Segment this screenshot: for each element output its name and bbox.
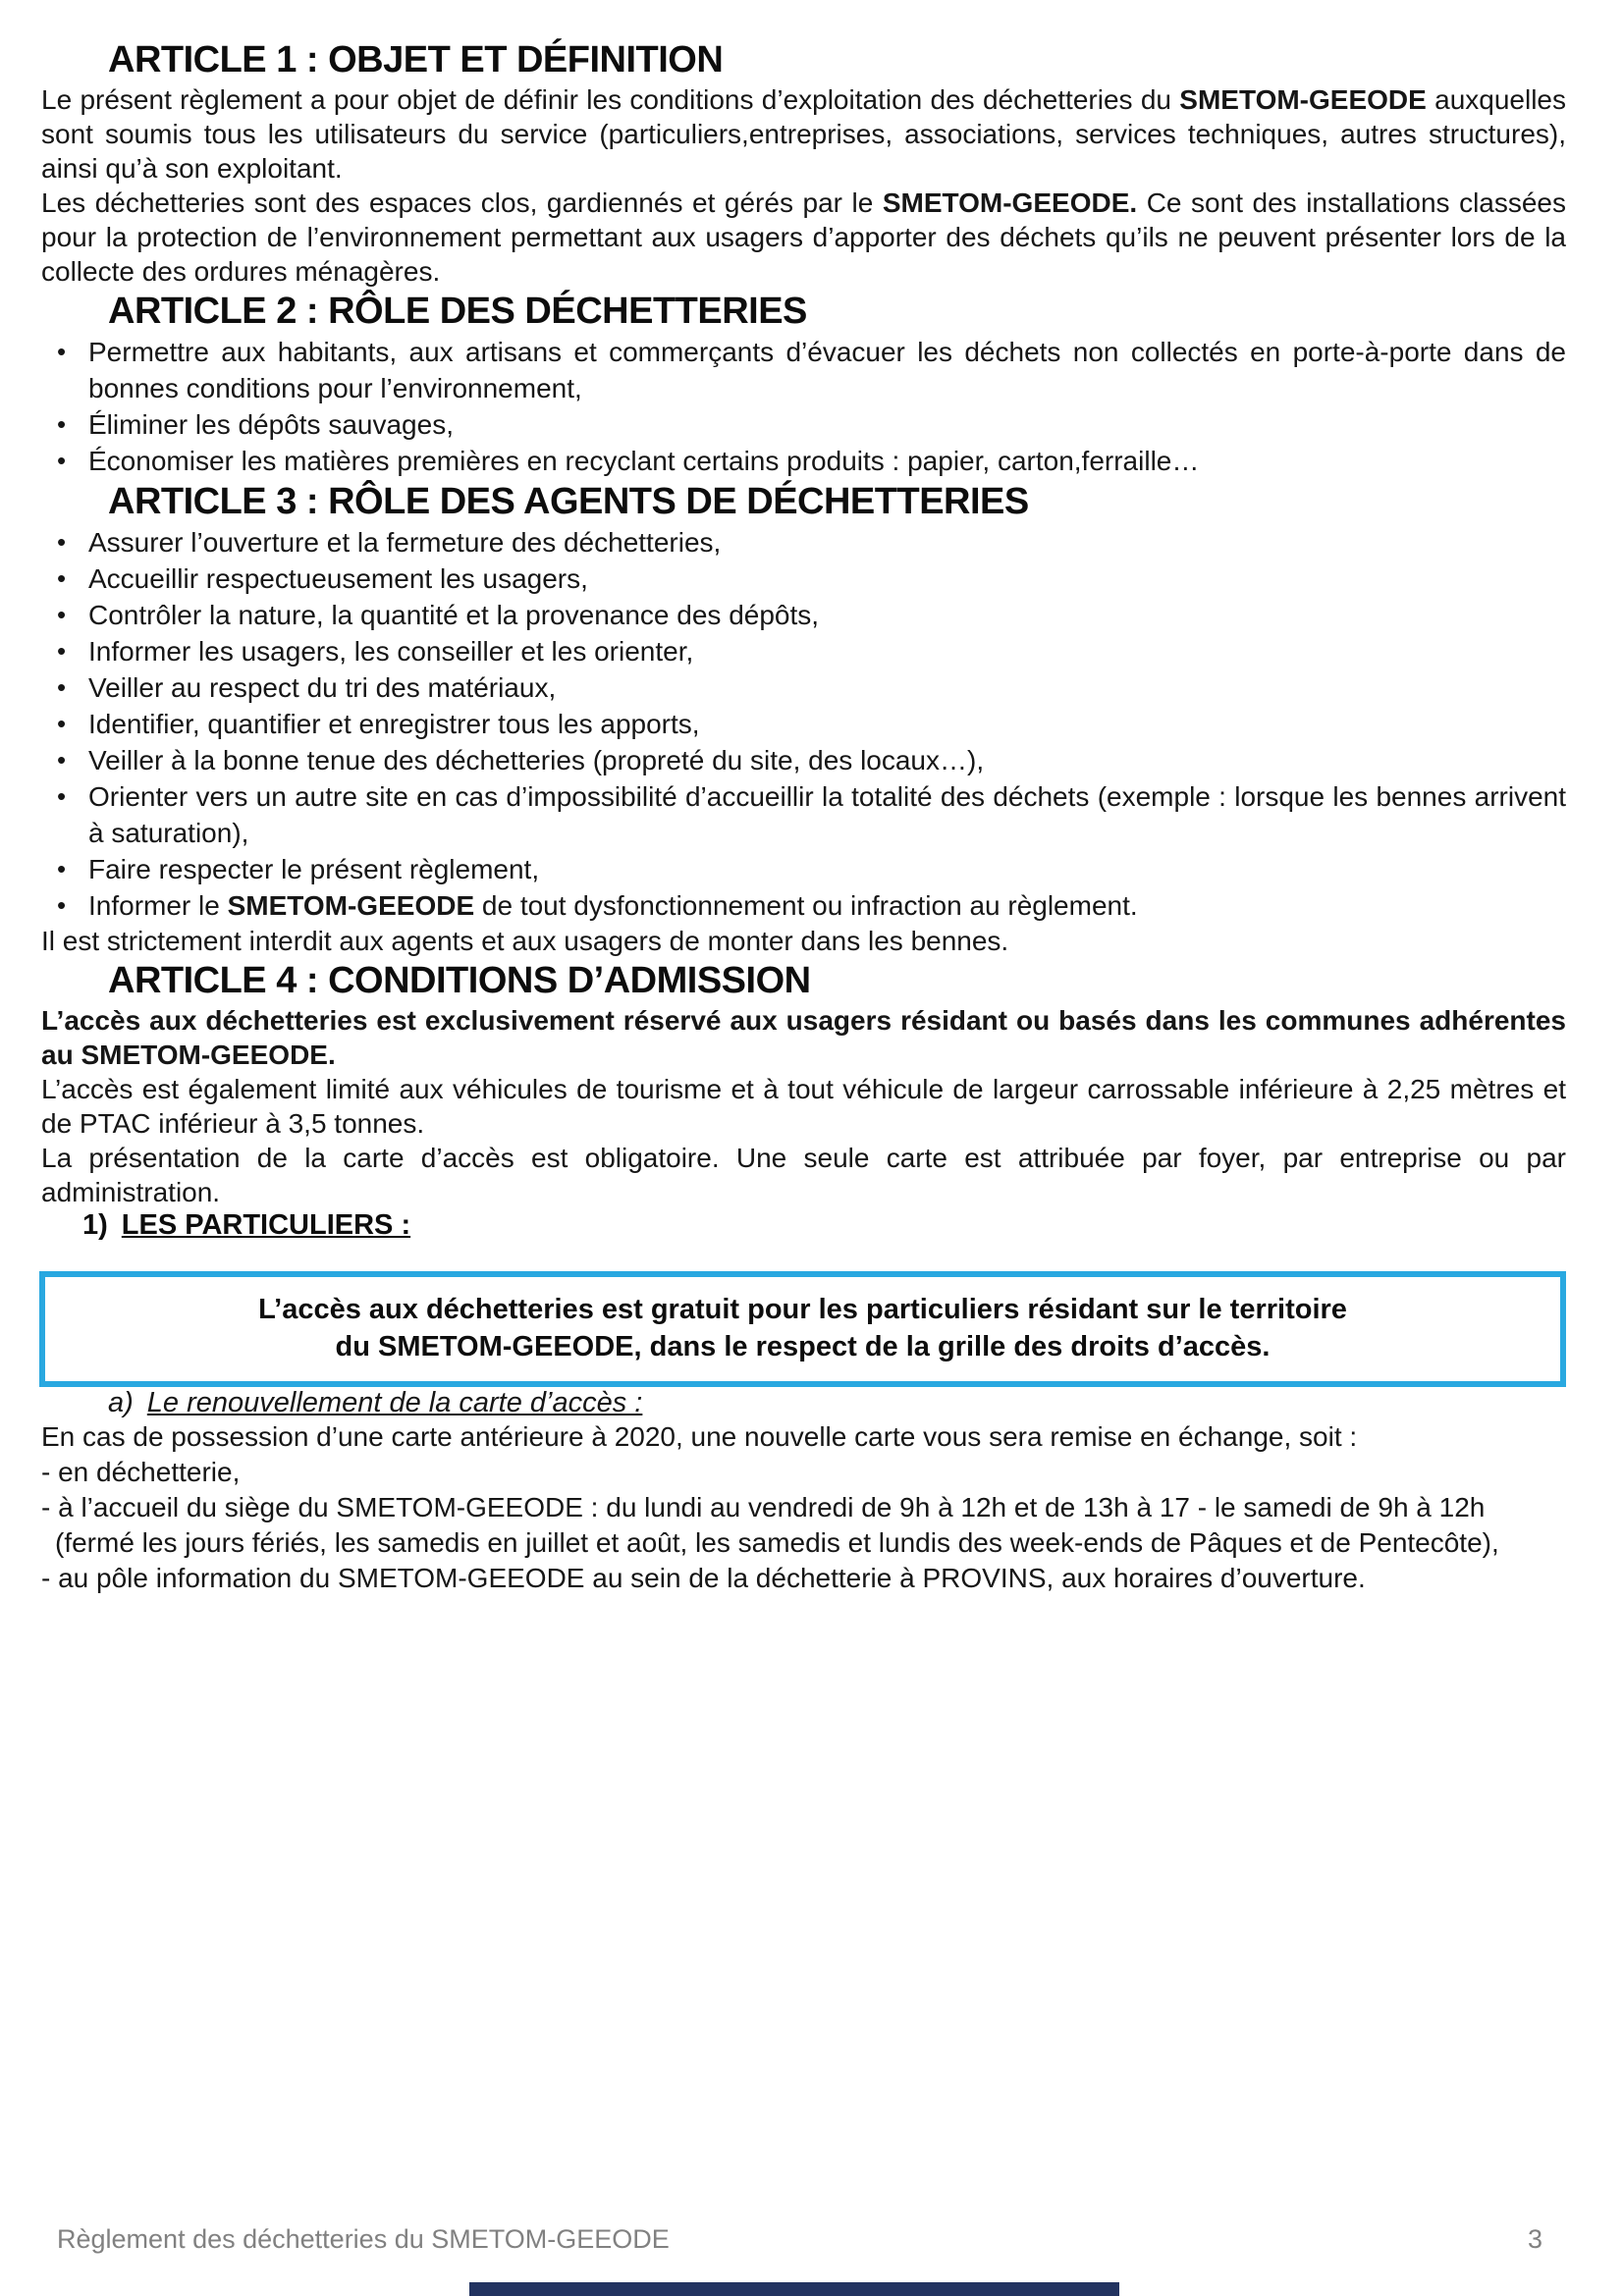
article-1-title: ARTICLE 1 : OBJET ET DÉFINITION <box>108 39 724 80</box>
page-number: 3 <box>1527 2224 1542 2254</box>
org-name-bold: SMETOM-GEEODE. <box>882 187 1138 218</box>
highlight-box-line-2: du SMETOM-GEEODE, dans le respect de la grille des droits d’accès. <box>335 1331 1271 1362</box>
highlight-box <box>39 1271 1566 1387</box>
article-4-paragraph-vehicules: L’accès est également limité aux véhicules de tourisme et à tout véhicule de largeur carrossable inférieure à 2,25 mètres et de PTAC inférieur à 3,5 tonnes. <box>41 1074 1566 1139</box>
org-name-bold: SMETOM-GEEODE <box>1179 84 1427 115</box>
page-footer <box>57 2224 1542 2255</box>
article-3-note: Il est strictement interdit aux agents et aux usagers de monter dans les bennes. <box>41 926 1009 956</box>
subheading-renouvellement <box>108 1387 1566 1419</box>
article-3-title: ARTICLE 3 : RÔLE DES AGENTS DE DÉCHETTERIES <box>108 481 1029 522</box>
subheading-label: Le renouvellement de la carte d’accès : <box>146 1387 643 1418</box>
text-run: Les déchetteries sont des espaces clos, gardiennés et gérés par le <box>41 187 883 218</box>
list-item: • Économiser les matières premières en recyclant certains produits : papier, carton,ferraille… <box>41 443 1566 479</box>
dash-item: - au pôle information du SMETOM-GEEODE au sein de la déchetterie à PROVINS, aux horaires d’ouverture. <box>41 1563 1366 1593</box>
subheading-label: LES PARTICULIERS : <box>121 1209 411 1241</box>
highlight-box-line-1: L’accès aux déchetteries est gratuit pour les particuliers résidant sur le territoire <box>258 1294 1347 1325</box>
article-2-bullet-list <box>41 334 1566 479</box>
text-run: de tout dysfonctionnement ou infraction au règlement. <box>474 890 1138 921</box>
subheading-number: 1) <box>82 1209 108 1241</box>
bottom-accent-bar <box>469 2282 1119 2296</box>
text-run: Le présent règlement a pour objet de définir les conditions d’exploitation des déchetteries du <box>41 84 1180 115</box>
list-item: • Identifier, quantifier et enregistrer tous les apports, <box>41 706 1566 742</box>
footer-document-title: Règlement des déchetteries du SMETOM-GEEODE <box>57 2224 670 2254</box>
list-item: • Accueillir respectueusement les usagers, <box>41 561 1566 597</box>
article-3-bullet-list <box>41 524 1566 924</box>
org-name-bold: SMETOM-GEEODE <box>227 890 475 921</box>
text-line: En cas de possession d’une carte antérieure à 2020, une nouvelle carte vous sera remise en échange, soit : <box>41 1421 1358 1452</box>
list-item: • Permettre aux habitants, aux artisans et commerçants d’évacuer les déchets non collectés en porte-à-porte dans de bonnes conditions pour l’environnement, <box>41 334 1566 406</box>
text-run: auxquelles sont soumis tous les utilisateurs du service (particuliers,entreprises, associations, services techniques, autres structures), ainsi qu’à son exploitant. <box>41 84 1566 184</box>
list-item: • Informer les usagers, les conseiller et les orienter, <box>41 633 1566 669</box>
list-item: • Contrôler la nature, la quantité et la provenance des dépôts, <box>41 597 1566 633</box>
list-item: • Veiller au respect du tri des matériaux, <box>41 669 1566 706</box>
list-item: • Veiller à la bonne tenue des déchetteries (propreté du site, des locaux…), <box>41 742 1566 778</box>
article-1-paragraph-2 <box>41 186 1566 289</box>
dash-item: - en déchetterie, <box>41 1457 241 1487</box>
article-1-paragraph-1 <box>41 82 1566 186</box>
subheading-particuliers <box>82 1209 1566 1242</box>
list-item: • Assurer l’ouverture et la fermeture des déchetteries, <box>41 524 1566 561</box>
dash-item: - à l’accueil du siège du SMETOM-GEEODE : du lundi au vendredi de 9h à 12h et de 13h à 17 - le samedi de 9h à 12h <box>41 1492 1486 1522</box>
article-4-lead-bold: L’accès aux déchetteries est exclusivement réservé aux usagers résidant ou basés dans les communes adhérentes au SMETOM-GEEODE. <box>41 1005 1566 1070</box>
text-run: Informer le <box>88 890 228 921</box>
article-4-title: ARTICLE 4 : CONDITIONS D’ADMISSION <box>108 960 811 1001</box>
article-2-title: ARTICLE 2 : RÔLE DES DÉCHETTERIES <box>108 291 807 332</box>
list-item: • Faire respecter le présent règlement, <box>41 851 1566 887</box>
dash-item-continuation: (fermé les jours fériés, les samedis en juillet et août, les samedis et lundis des week-ends de Pâques et de Pentecôte), <box>55 1527 1499 1558</box>
text-run: Ce sont des installations classées pour la protection de l’environnement permettant aux usagers d’apporter des déchets qu’ils ne peuvent présenter lors de la collecte des ordures ménagères. <box>41 187 1567 287</box>
list-item: • Orienter vers un autre site en cas d’impossibilité d’accueillir la totalité des déchets (exemple : lorsque les bennes arrivent à saturation), <box>41 778 1566 851</box>
subheading-letter: a) <box>108 1387 134 1418</box>
list-item: • Éliminer les dépôts sauvages, <box>41 406 1566 443</box>
article-4-paragraph-carte: La présentation de la carte d’accès est obligatoire. Une seule carte est attribuée par foyer, par entreprise ou par administration. <box>41 1143 1566 1207</box>
list-item <box>41 887 1566 924</box>
renouvellement-details <box>41 1419 1566 1596</box>
